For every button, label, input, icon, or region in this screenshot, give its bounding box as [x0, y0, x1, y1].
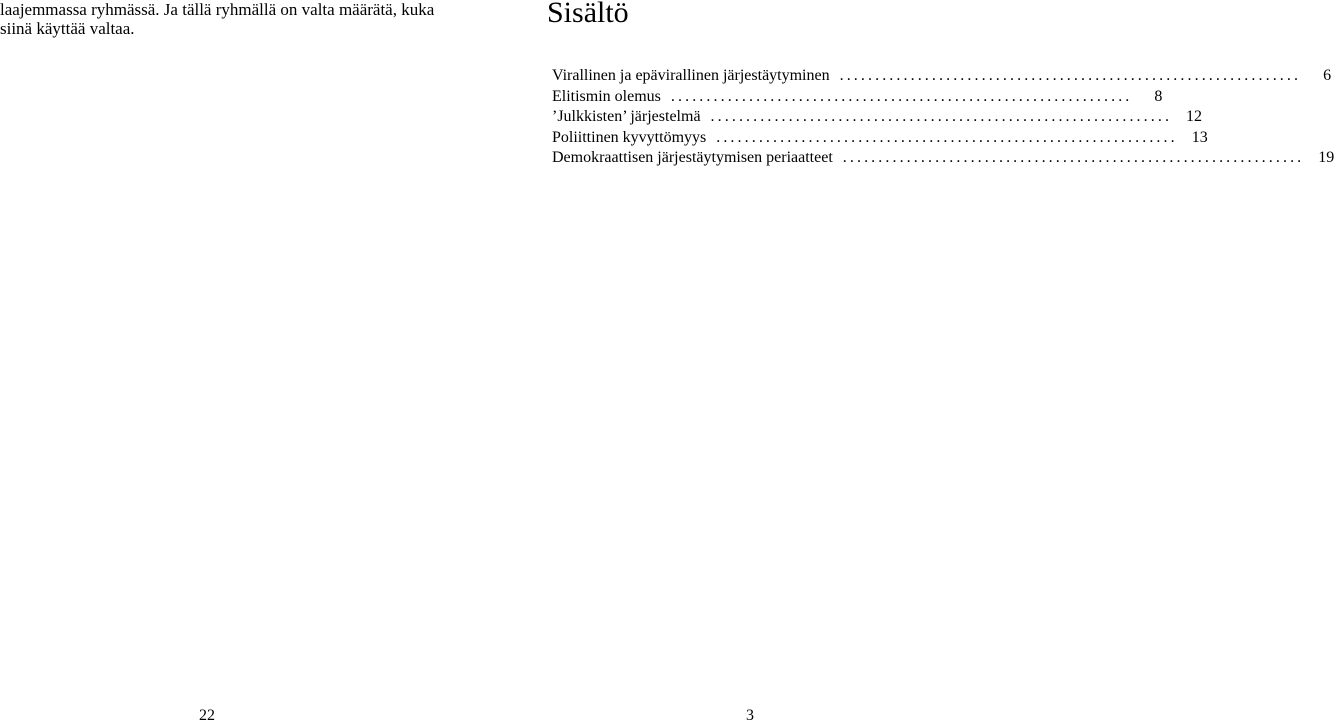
- left-page-text: [0, 0, 440, 38]
- toc-entry-page: 12: [1186, 108, 1203, 125]
- toc-entry-label: ’Julkkisten’ järjestelmä: [552, 108, 701, 125]
- toc-entry-page: 19: [1318, 149, 1334, 166]
- toc-leader-dots: .................................................................: [839, 67, 1302, 84]
- toc-entry[interactable]: [552, 148, 1334, 169]
- toc-entry[interactable]: [552, 107, 1203, 128]
- toc-entry[interactable]: [552, 87, 1163, 108]
- page-number-left: 22: [199, 707, 215, 724]
- toc-entry-page: 6: [1323, 67, 1332, 84]
- toc-leader-dots: .................................................................: [710, 108, 1173, 125]
- toc-entry-label: Demokraattisen järjestäytymisen periaatteet: [552, 149, 833, 166]
- toc-entry-page: 8: [1154, 87, 1163, 105]
- toc-entry[interactable]: [552, 66, 1332, 87]
- toc-title: Sisältö: [547, 0, 629, 29]
- toc-entry-label: Poliittinen kyvyttömyys: [552, 128, 707, 146]
- page-number-right: 3: [746, 707, 754, 724]
- toc-leader-dots: .................................................................: [716, 128, 1178, 146]
- toc-leader-dots: .................................................................: [670, 87, 1133, 105]
- toc-entry-label: Virallinen ja epävirallinen järjestäytyminen: [552, 67, 830, 84]
- toc-leader-dots: .................................................................: [842, 149, 1305, 166]
- toc-entry-page: 13: [1191, 128, 1208, 146]
- toc-entry-label: Elitismin olemus: [552, 87, 661, 105]
- toc-entry[interactable]: [552, 128, 1208, 149]
- text-line: laajemmassa ryhmässä. Ja tällä ryhmällä on valta määrätä, kuka: [0, 0, 435, 19]
- text-line: siinä käyttää valtaa.: [0, 19, 135, 38]
- table-of-contents: [552, 66, 1334, 169]
